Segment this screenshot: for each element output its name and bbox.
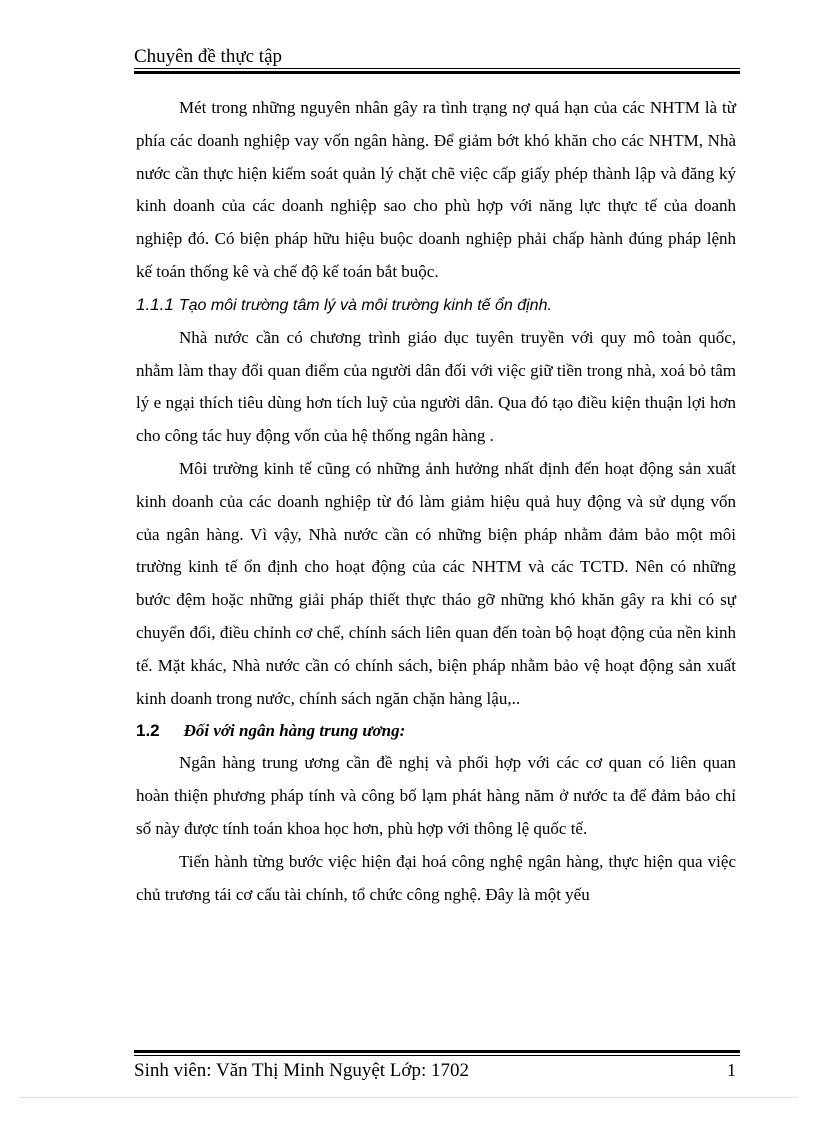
heading-number: 1.1.1 (136, 294, 174, 314)
paragraph-4: Ngân hàng trung ương cần đề nghị và phối hợp với các cơ quan có liên quan hoàn thiện phương pháp tính và công bố lạm phát hàng năm ở nước ta để đảm bảo chỉ số này được tính toán khoa học hơn, phù hợp với thông lệ quốc tế. (136, 753, 736, 838)
page-number: 1 (727, 1060, 736, 1080)
section-heading-1-1-1 (136, 289, 736, 322)
header-title: Chuyên đề thực tập (134, 46, 283, 67)
paragraph-1: Mét trong những nguyên nhân gây ra tình trạng nợ quá hạn của các NHTM là từ phía các doanh nghiệp vay vốn ngân hàng. Để giảm bớt khó khăn cho các NHTM, Nhà nước cần thực hiện kiểm soát quản lý chặt chẽ việc cấp giấy phép thành lập và đăng ký kinh doanh của các doanh nghiệp sao cho phù hợp với năng lực thực tế của doanh nghiệp đó. Có biện pháp hữu hiệu buộc doanh nghiệp phải chấp hành đúng pháp lệnh kế toán thống kê và chế độ kế toán bắt buộc. (136, 98, 736, 281)
footer-rule-thick (134, 1050, 740, 1053)
heading-text: Đối với ngân hàng trung ương: (183, 721, 406, 741)
page-header (134, 46, 740, 74)
footer-student-info: Sinh viên: Văn Thị Minh Nguyệt Lớp: 1702 (134, 1060, 469, 1081)
footer-rule-thin (134, 1055, 740, 1056)
page-footer (134, 1050, 740, 1084)
page-boundary-line (20, 1097, 796, 1098)
heading-text: Tạo môi trường tâm lý và môi trường kinh tế ổn định. (178, 296, 552, 314)
heading-number: 1.2 (136, 721, 160, 741)
section-heading-1-2 (136, 715, 736, 747)
paragraph-2: Nhà nước cần có chương trình giáo dục tuyên truyền với quy mô toàn quốc, nhằm làm thay đổi quan điểm của người dân đối với việc giữ tiền trong nhà, xoá bỏ tâm lý e ngại thích tiêu dùng hơn tích luỹ của người dân. Qua đó tạo điều kiện thuận lợi hơn cho công tác huy động vốn của hệ thống ngân hàng . (136, 327, 736, 446)
header-rule-thick (134, 71, 740, 74)
paragraph-5: Tiến hành từng bước việc hiện đại hoá công nghệ ngân hàng, thực hiện qua việc chủ trương tái cơ cấu tài chính, tổ chức công nghệ. Đây là một yếu (136, 851, 736, 904)
footer-row (134, 1057, 740, 1084)
document-body (136, 92, 736, 911)
paragraph-3: Môi trường kinh tế cũng có những ảnh hưởng nhất định đến hoạt động sản xuất kinh doanh của các doanh nghiệp từ đó làm giảm hiệu quả huy động và sử dụng vốn của ngân hàng. Vì vậy, Nhà nước cần có những biện pháp nhằm đảm bảo một môi trường kinh tế ổn định cho hoạt động của các NHTM và các TCTD. Nên có những bước đệm hoặc những giải pháp thiết thực tháo gỡ những khó khăn gây ra khi có sự chuyển đổi, điều chỉnh cơ chế, chính sách liên quan đến toàn bộ hoạt động của nền kinh tế. Mặt khác, Nhà nước cần có chính sách, biện pháp nhằm bảo vệ hoạt động sản xuất kinh doanh trong nước, chính sách ngăn chặn hàng lậu,.. (136, 458, 736, 708)
header-rule-thin (134, 68, 740, 69)
